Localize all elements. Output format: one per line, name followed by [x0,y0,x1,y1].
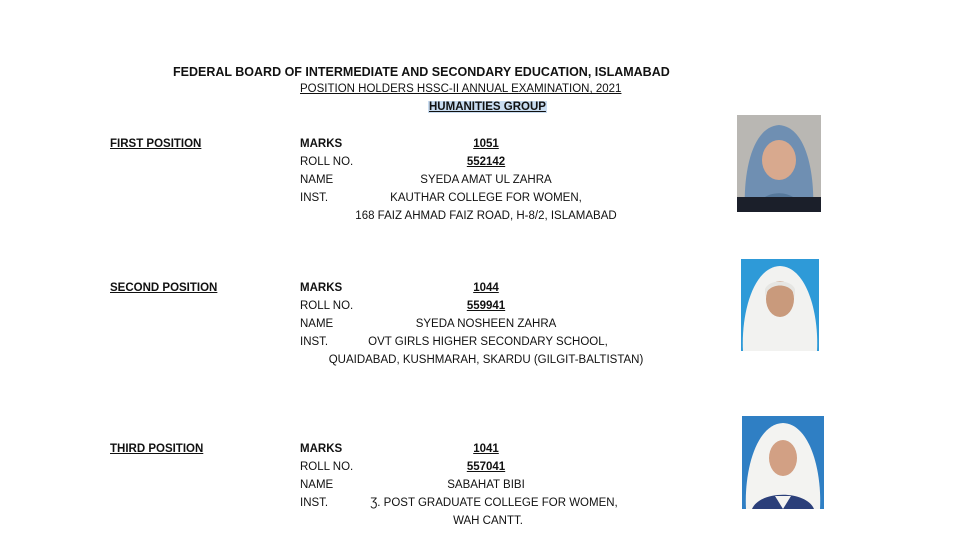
position-title: THIRD POSITION [110,443,204,455]
name-value: SABAHAT BIBI [447,479,525,491]
marks-label: MARKS [300,282,343,294]
name-value: SYEDA AMAT UL ZAHRA [420,174,552,186]
name-value: SYEDA NOSHEEN ZAHRA [415,318,557,330]
roll-value: 552142 [466,156,506,168]
name-label: NAME [300,479,334,491]
marks-label: MARKS [300,443,343,455]
roll-label: ROLL NO. [300,300,354,312]
student-photo-second [741,259,819,351]
name-label: NAME [300,174,334,186]
marks-label: MARKS [300,138,343,150]
position-title: FIRST POSITION [110,138,202,150]
page-title: FEDERAL BOARD OF INTERMEDIATE AND SECONDARY EDUCATION, ISLAMABAD [173,65,670,79]
inst-line1: Ʒ. POST GRADUATE COLLEGE FOR WOMEN, [370,497,618,509]
student-photo-third [742,416,824,509]
marks-value: 1051 [473,138,499,150]
inst-label: INST. [300,192,329,204]
inst-label: INST. [300,497,329,509]
name-label: NAME [300,318,334,330]
roll-label: ROLL NO. [300,156,354,168]
inst-line2: QUAIDABAD, KUSHMARAH, SKARDU (GILGIT-BALTISTAN) [328,354,644,366]
inst-line2: 168 FAIZ AHMAD FAIZ ROAD, H-8/2, ISLAMABAD [355,210,617,222]
marks-value: 1041 [473,443,499,455]
roll-value: 557041 [466,461,506,473]
inst-line2: WAH CANTT. [453,515,523,527]
student-photo-first [737,115,821,212]
roll-label: ROLL NO. [300,461,354,473]
roll-value: 559941 [466,300,506,312]
position-title: SECOND POSITION [110,282,218,294]
inst-line1: KAUTHAR COLLEGE FOR WOMEN, [390,192,582,204]
marks-value: 1044 [473,282,499,294]
group-heading: HUMANITIES GROUP [429,101,546,113]
page-subtitle: POSITION HOLDERS HSSC-II ANNUAL EXAMINATION, 2021 [300,83,622,95]
inst-label: INST. [300,336,329,348]
inst-line1: OVT GIRLS HIGHER SECONDARY SCHOOL, [368,336,608,348]
